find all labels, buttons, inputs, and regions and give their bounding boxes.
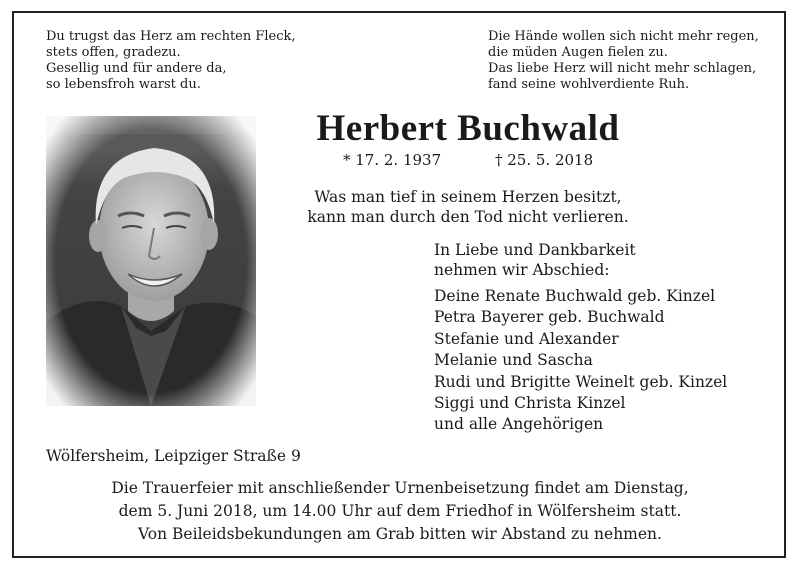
poem-right-line: Das liebe Herz will nicht mehr schlagen, [488, 61, 757, 76]
service-line: Die Trauerfeier mit anschließender Urnenbeisetzung findet am Dienstag, [111, 479, 689, 497]
service-line: Von Beileidsbekundungen am Grab bitten wir Abstand zu nehmen. [138, 525, 662, 543]
poem-left-line: Du trugst das Herz am rechten Fleck, [46, 29, 296, 44]
poem-right [488, 29, 759, 93]
deceased-name: Herbert Buchwald [316, 108, 620, 149]
intro-line: In Liebe und Dankbarkeit [434, 241, 636, 259]
service-info [40, 477, 760, 546]
poem-right-line: Die Hände wollen sich nicht mehr regen, [488, 29, 759, 44]
poem-right-line: die müden Augen fielen zu. [488, 45, 668, 60]
memorial-quote [290, 187, 646, 227]
mourner-entry: Siggi und Christa Kinzel [434, 394, 626, 413]
mourners-list [434, 286, 727, 436]
address: Wölfersheim, Leipziger Straße 9 [46, 447, 301, 465]
poem-right-line: fand seine wohlverdiente Ruh. [488, 77, 690, 92]
birth-date: * 17. 2. 1937 [343, 151, 442, 169]
poem-left [46, 29, 296, 93]
mourner-entry: Melanie und Sascha [434, 351, 593, 370]
mourner-entry: Petra Bayerer geb. Buchwald [434, 308, 665, 327]
quote-line: Was man tief in seinem Herzen besitzt, [314, 188, 622, 206]
mourner-entry: Deine Renate Buchwald geb. Kinzel [434, 287, 716, 305]
intro-line: nehmen wir Abschied: [434, 261, 610, 279]
death-date: † 25. 5. 2018 [495, 151, 594, 169]
portrait-photo [46, 116, 256, 406]
poem-left-line: stets offen, gradezu. [46, 45, 181, 60]
mourner-entry: Stefanie und Alexander [434, 329, 619, 348]
poem-left-line: so lebensfroh warst du. [46, 77, 201, 92]
mourner-entry: Rudi und Brigitte Weinelt geb. Kinzel [434, 372, 728, 391]
poem-left-line: Gesellig und für andere da, [46, 61, 227, 76]
mourner-entry: und alle Angehörigen [434, 415, 604, 434]
service-line: dem 5. Juni 2018, um 14.00 Uhr auf dem Friedhof in Wölfersheim statt. [118, 502, 682, 520]
farewell-intro [434, 240, 636, 280]
quote-line: kann man durch den Tod nicht verlieren. [307, 208, 629, 226]
